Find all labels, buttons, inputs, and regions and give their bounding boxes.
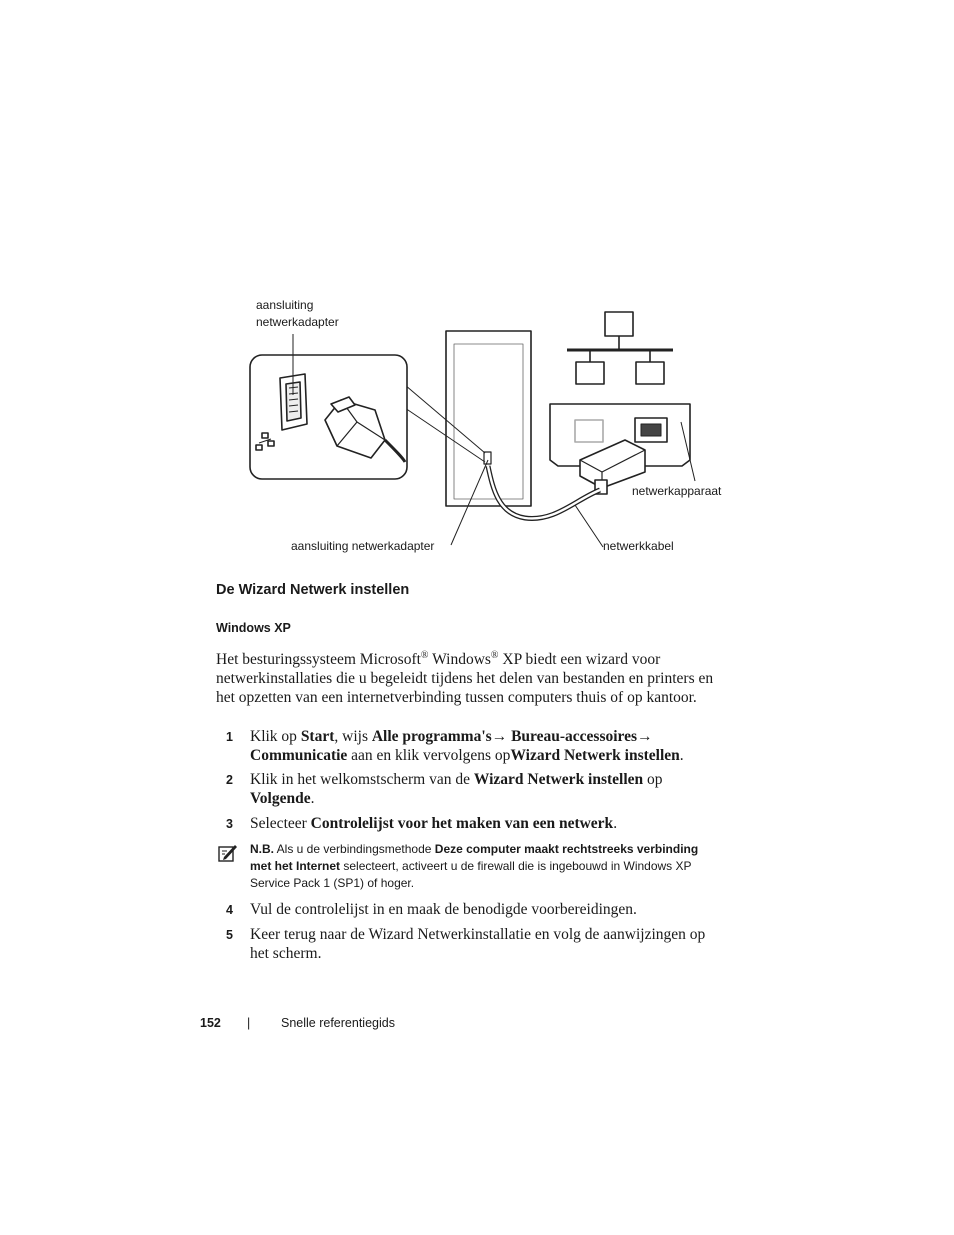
- label-adapter-top: aansluiting netwerkadapter: [256, 298, 339, 329]
- label-adapter-bottom: aansluiting netwerkadapter: [291, 539, 435, 553]
- network-illustration: [245, 300, 735, 560]
- step-text: Keer terug naar de Wizard Netwerkinstallatie en volg de aanwijzingen op het scherm.: [250, 926, 706, 962]
- step-number: 3: [226, 817, 233, 831]
- label-network-cable: netwerkkabel: [603, 539, 674, 553]
- step-text: Vul de controlelijst in en maak de benodigde voorbereidingen.: [250, 901, 637, 918]
- label-network-device: netwerkapparaat: [632, 484, 722, 498]
- step-text: Klik in het welkomstscherm van de Wizard Netwerk instellen op Volgende.: [250, 771, 663, 807]
- page-number: 152: [200, 1016, 221, 1030]
- computer-tower: [446, 331, 531, 506]
- leader-cable: [575, 505, 603, 547]
- step-number: 1: [226, 730, 233, 744]
- intro-paragraph: Het besturingssysteem Microsoft® Windows® XP biedt een wizard voor netwerkinstallaties die u begeleidt tijdens het delen van bestanden en printers en het opzetten van een internetverbinding tussen computers thuis of op kantoor.: [216, 650, 714, 707]
- step-number: 5: [226, 928, 233, 942]
- network-connection-figure: [245, 300, 735, 560]
- step-number: 4: [226, 903, 233, 917]
- subsection-title: Windows XP: [216, 621, 291, 635]
- section-title: De Wizard Netwerk instellen: [216, 582, 410, 598]
- step-number: 2: [226, 773, 233, 787]
- footer-separator: |: [247, 1016, 251, 1030]
- footer-doc-title: Snelle referentiegids: [281, 1016, 395, 1030]
- pencil-note-icon: [218, 843, 238, 868]
- step-text: Selecteer Controlelijst voor het maken van een netwerk.: [250, 815, 618, 832]
- step-text: Klik op Start, wijs Alle programma's→ Bureau-accessoires→ Communicatie aan en klik vervolgens opWizard Netwerk instellen.: [250, 728, 684, 764]
- note-text: N.B. Als u de verbindingsmethode Deze computer maakt rechtstreeks verbinding met het Internet selecteert, activeert u de firewall die is ingebouwd in Windows XP Service Pack 1 (SP1) of hoger.: [250, 842, 699, 890]
